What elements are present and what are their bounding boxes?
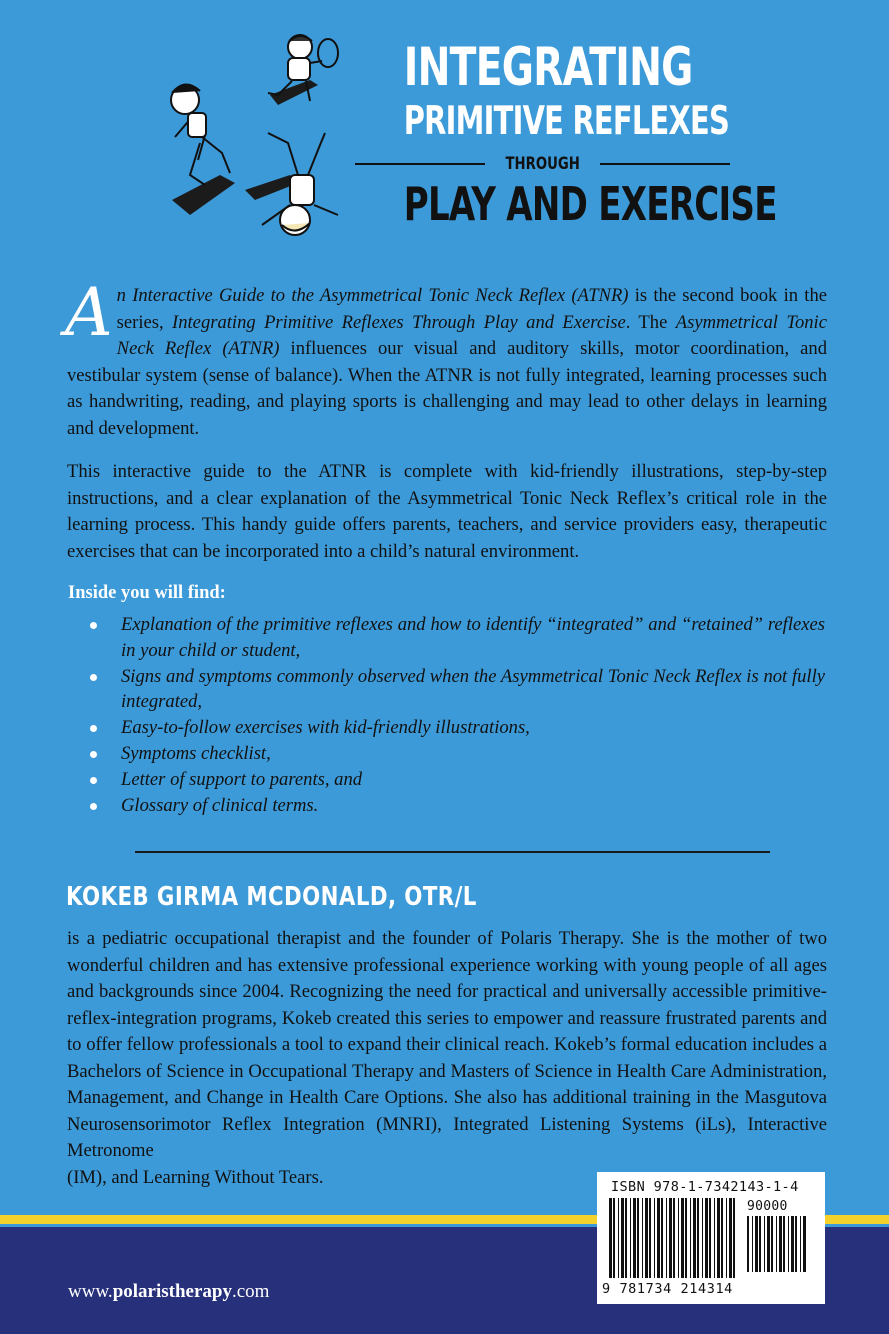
barcode-bar bbox=[637, 1198, 639, 1278]
kids-playing-illustration bbox=[150, 25, 350, 250]
list-item: Explanation of the primitive reflexes and how to identify “integrated” and “retained” reflexes in your child or student, bbox=[90, 612, 825, 664]
section-divider bbox=[135, 851, 770, 853]
description-paragraph-2: This interactive guide to the ATNR is complete with kid-friendly illustrations, step-by-step instructions, and a clear explanation of the Asymmetrical Tonic Neck Reflex’s critical role in the learning process. This handy guide offers parents, teachers, and service providers easy, therapeutic exercises that can be incorporated into a child’s natural environment. bbox=[67, 461, 827, 562]
barcode-bar bbox=[654, 1198, 655, 1278]
author-bio-end: (IM), and Learning Without Tears. bbox=[67, 1166, 324, 1188]
barcode-bar bbox=[633, 1198, 636, 1278]
description-text-1: is the second book in the series, bbox=[116, 285, 827, 333]
barcode-bar bbox=[764, 1216, 765, 1272]
barcode-bar bbox=[726, 1198, 727, 1278]
barcode-bar bbox=[733, 1198, 735, 1278]
barcode-bar bbox=[666, 1198, 667, 1278]
title-line-2: PRIMITIVE REFLEXES bbox=[403, 99, 730, 144]
description-text-2: . The bbox=[625, 311, 676, 333]
barcode-bar bbox=[621, 1198, 624, 1278]
barcode-bar bbox=[755, 1216, 758, 1272]
author-bio-main: is a pediatric occupational therapist and the founder of Polaris Therapy. She is the mother of two wonderful children and has extensive professional experience working with young people of all ages and backgrounds since 2004. Recognizing the need for practical and universally accessible primitive-reflex-integration programs, Kokeb created this series to empower and reassure frustrated parents and to offer fellow professionals a tool to expand their clinical reach. Kokeb’s formal education includes a Bachelors of Science in Occupational Therapy and Masters of Science in Health Care Administration, Management, and Change in Health Care Options. She also has additional training in the Masgutova Neurosensorimotor Reflex Integration (MNRI), Integrated Listening Systems (iLs), Interactive Metronome bbox=[67, 928, 827, 1161]
author-name: KOKEB GIRMA MCDONALD, OTR/L bbox=[66, 882, 477, 912]
barcode-bar bbox=[678, 1198, 679, 1278]
title-through: THROUGH bbox=[505, 154, 580, 174]
isbn-number: ISBN 978-1-7342143-1-4 bbox=[611, 1179, 799, 1195]
barcode-bar bbox=[645, 1198, 648, 1278]
description-text-3: influences our visual and auditory skills, motor coordination, and vestibular system (sense of balance). When the ATNR is not fully integrated, learning processes such as handwriting, reading, and playing sports is challenging and may lead to other delays in learning and development. bbox=[67, 338, 827, 439]
barcode-bar bbox=[791, 1216, 794, 1272]
list-item: Easy-to-follow exercises with kid-friendly illustrations, bbox=[90, 715, 825, 741]
drop-cap: A bbox=[65, 274, 113, 351]
title-through-row bbox=[355, 152, 730, 176]
barcode-bar bbox=[630, 1198, 631, 1278]
barcode-bar bbox=[800, 1216, 801, 1272]
barcode-bar bbox=[788, 1216, 789, 1272]
barcode-bar bbox=[714, 1198, 715, 1278]
book-title bbox=[355, 37, 777, 232]
barcode-bar bbox=[661, 1198, 663, 1278]
series-title-italic: Integrating Primitive Reflexes Through Play and Exercise bbox=[172, 311, 626, 333]
barcode-bar bbox=[697, 1198, 699, 1278]
title-line-1: INTEGRATING bbox=[403, 37, 693, 98]
barcode-bar bbox=[609, 1198, 612, 1278]
price-code: 90000 bbox=[747, 1199, 788, 1214]
inside-heading: Inside you will find: bbox=[68, 583, 226, 603]
website-domain: polaristherapy bbox=[112, 1281, 232, 1302]
barcode-bar bbox=[657, 1198, 660, 1278]
barcode-bar bbox=[759, 1216, 761, 1272]
author-bio bbox=[67, 926, 827, 1191]
barcode-bar bbox=[729, 1198, 732, 1278]
barcode-bar bbox=[771, 1216, 773, 1272]
barcode-bar bbox=[717, 1198, 720, 1278]
barcode-bar bbox=[642, 1198, 643, 1278]
title-line-3: PLAY AND EXERCISE bbox=[403, 177, 777, 231]
barcode-bar bbox=[613, 1198, 615, 1278]
barcode-bar bbox=[673, 1198, 675, 1278]
barcode-bar bbox=[795, 1216, 797, 1272]
isbn-barcode bbox=[597, 1172, 825, 1304]
ean-barcode-left bbox=[609, 1198, 739, 1280]
barcode-bar bbox=[767, 1216, 770, 1272]
list-item: Symptoms checklist, bbox=[90, 741, 825, 767]
website-link[interactable] bbox=[68, 1281, 269, 1303]
barcode-bar bbox=[776, 1216, 777, 1272]
ean-barcode-addon bbox=[747, 1216, 807, 1274]
atnr-italic: Asymmetrical Tonic Neck Reflex (ATNR) bbox=[116, 311, 827, 359]
description-paragraph-1 bbox=[65, 274, 827, 442]
barcode-bar bbox=[783, 1216, 785, 1272]
list-item: Glossary of clinical terms. bbox=[90, 793, 825, 819]
barcode-bar bbox=[618, 1198, 619, 1278]
barcode-bar bbox=[681, 1198, 684, 1278]
barcode-bar bbox=[693, 1198, 696, 1278]
barcode-bar bbox=[669, 1198, 672, 1278]
barcode-bar bbox=[747, 1216, 749, 1272]
website-suffix: .com bbox=[231, 1281, 270, 1302]
barcode-bar bbox=[752, 1216, 753, 1272]
list-item: Signs and symptoms commonly observed when the Asymmetrical Tonic Neck Reflex is not fully integrated, bbox=[90, 664, 825, 716]
barcode-bar bbox=[721, 1198, 723, 1278]
barcode-bar bbox=[685, 1198, 687, 1278]
barcode-bar bbox=[649, 1198, 651, 1278]
barcode-bar bbox=[779, 1216, 782, 1272]
list-item: Letter of support to parents, and bbox=[90, 767, 825, 793]
title-rule-right bbox=[600, 163, 730, 165]
barcode-bar bbox=[625, 1198, 627, 1278]
barcode-bar bbox=[702, 1198, 703, 1278]
title-rule-left bbox=[355, 163, 485, 165]
barcode-bar bbox=[803, 1216, 806, 1272]
barcode-bar bbox=[709, 1198, 711, 1278]
website-prefix: www. bbox=[68, 1281, 113, 1302]
barcode-bar bbox=[690, 1198, 691, 1278]
ean-number: 9 781734 214314 bbox=[602, 1281, 733, 1297]
guide-title-italic: n Interactive Guide to the Asymmetrical Tonic Neck Reflex (ATNR) bbox=[116, 285, 629, 306]
barcode-bar bbox=[705, 1198, 708, 1278]
child-running bbox=[171, 84, 230, 185]
inside-list bbox=[90, 612, 825, 818]
